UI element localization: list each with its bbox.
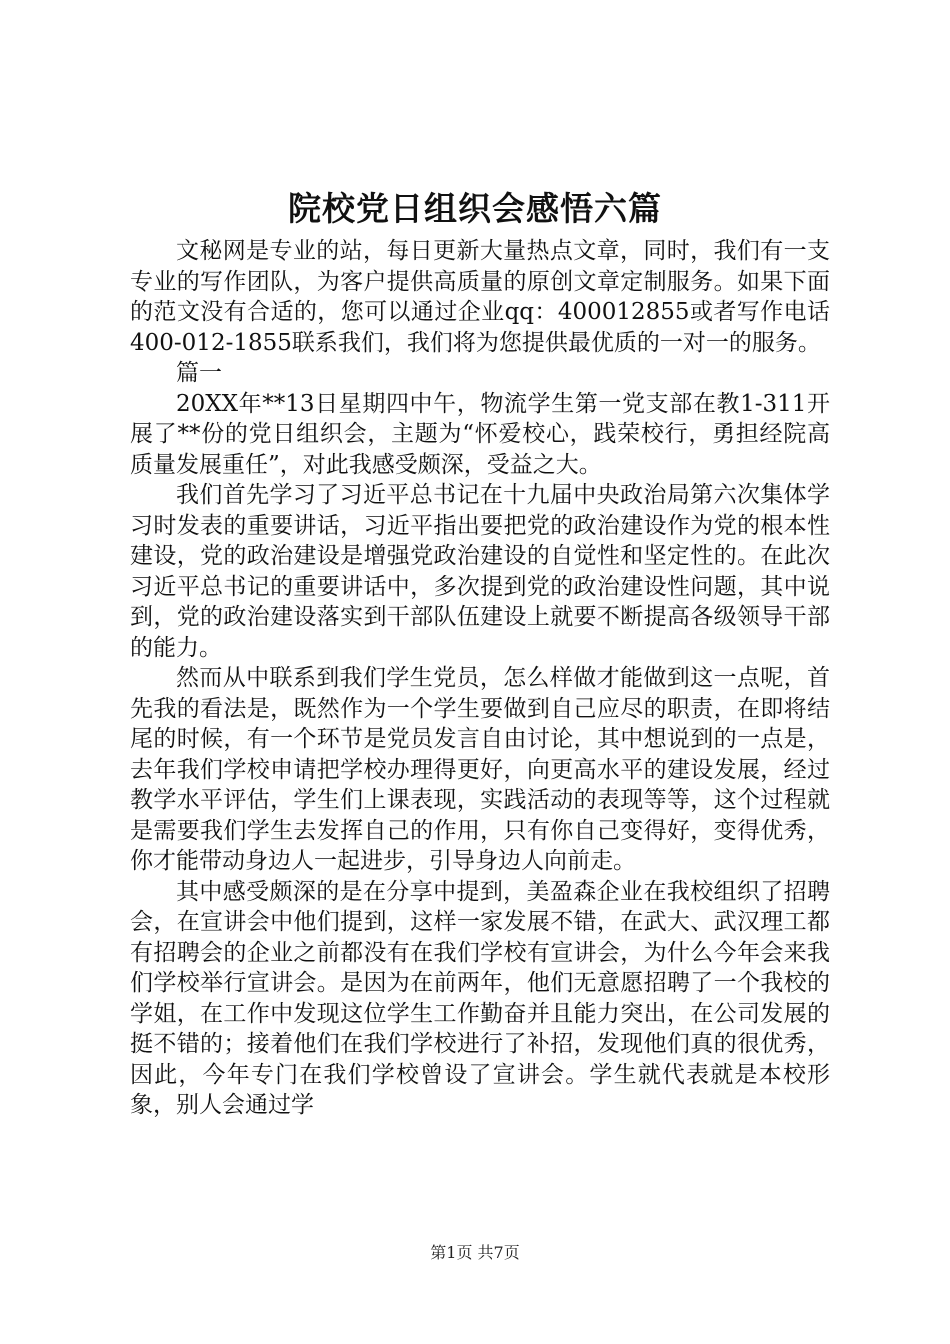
document-body bbox=[130, 236, 830, 1121]
paragraph-meeting-info: 20XX年**13日星期四中午，物流学生第一党支部在教1-311开展了**份的党日组织会，主题为“怀爱校心，践荣校行，勇担经院高质量发展重任”，对此我感受颇深，受益之大。 bbox=[130, 390, 830, 478]
paragraph-study-speech: 我们首先学习了习近平总书记在十九届中央政治局第六次集体学习时发表的重要讲话，习近平指出要把党的政治建设作为党的根本性建设，党的政治建设是增强党政治建设的自觉性和坚定性的。在此次习近平总书记的重要讲话中，多次提到党的政治建设性问题，其中说到，党的政治建设落实到干部队伍建设上就要不断提高各级领导干部的能力。 bbox=[130, 482, 830, 661]
section-heading-part-one: 篇一 bbox=[176, 360, 222, 386]
paragraph-intro: 文秘网是专业的站，每日更新大量热点文章，同时，我们有一支专业的写作团队，为客户提供高质量的原创文章定制服务。如果下面的范文没有合适的，您可以通过企业qq：400012855或者写作电话400-012-1855联系我们，我们将为您提供最优质的一对一的服务。 bbox=[130, 238, 830, 356]
paragraph-student-role: 然而从中联系到我们学生党员，怎么样做才能做到这一点呢，首先我的看法是，既然作为一个学生要做到自己应尽的职责，在即将结尾的时候，有一个环节是党员发言自由讨论，其中想说到的一点是，去年我们学校申请把学校办理得更好，向更高水平的建设发展，经过教学水平评估，学生们上课表现，实践活动的表现等等，这个过程就是需要我们学生去发挥自己的作用，只有你自己变得好，变得优秀，你才能带动身边人一起进步，引导身边人向前走。 bbox=[130, 665, 830, 874]
document-title: 院校党日组织会感悟六篇 bbox=[288, 189, 662, 228]
page-footer: 第1页 共7页 bbox=[430, 1243, 520, 1262]
paragraph-recruitment: 其中感受颇深的是在分享中提到，美盈森企业在我校组织了招聘会，在宣讲会中他们提到，这样一家发展不错，在武大、武汉理工都有招聘会的企业之前都没有在我们学校有宣讲会，为什么今年会来我们学校举行宣讲会。是因为在前两年，他们无意愿招聘了一个我校的学姐，在工作中发现这位学生工作勤奋并且能力突出，在公司发展的挺不错的；接着他们在我们学校进行了补招，发现他们真的很优秀，因此，今年专门在我们学校曾设了宣讲会。学生就代表就是本校形象，别人会通过学 bbox=[130, 878, 830, 1118]
